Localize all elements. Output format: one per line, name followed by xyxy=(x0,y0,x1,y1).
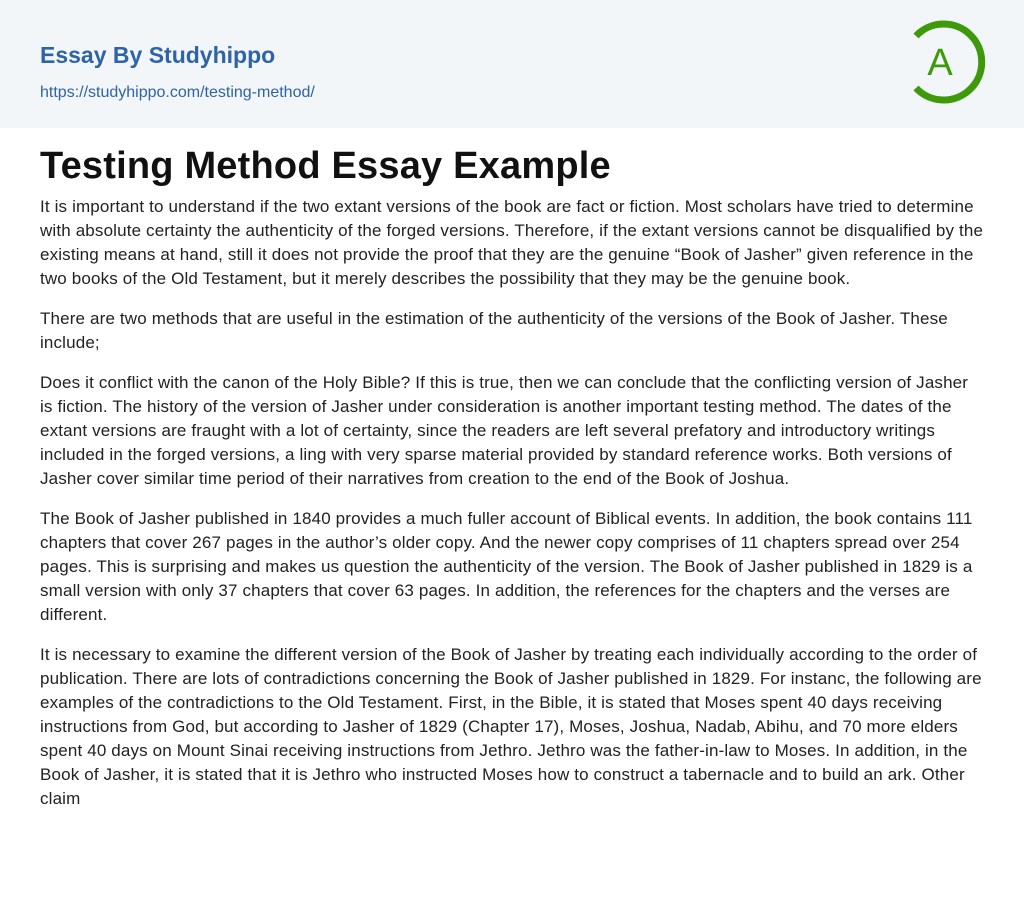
site-title: Essay By Studyhippo xyxy=(40,42,276,68)
essay-paragraph: There are two methods that are useful in the estimation of the authenticity of the versions of the Book of Jasher. These include; xyxy=(40,309,948,352)
essay-paragraph: The Book of Jasher published in 1840 provides a much fuller account of Biblical events. In addition, the book contains 111 chapters that cover 267 pages in the author’s older copy. And the newer copy comprises of 11 chapters spread over 254 pages. This is surprising and makes us question the authenticity of the version. The Book of Jasher published in 1829 is a small version with only 37 chapters that cover 63 pages. In addition, the references for the chapters and the verses are different. xyxy=(40,509,973,624)
essay-paragraph: It is necessary to examine the different version of the Book of Jasher by treating each individually according to the order of publication. There are lots of contradictions concerning the Book of Jasher published in 1829. For instanc, the following are examples of the contradictions to the Old Testament. First, in the Bible, it is stated that Moses spent 40 days receiving instructions from God, but according to Jasher of 1829 (Chapter 17), Moses, Joshua, Nadab, Abihu, and 70 more elders spent 40 days on Mount Sinai receiving instructions from Jethro. Jethro was the father-in-law to Moses. In addition, in the Book of Jasher, it is stated that it is Jethro who instructed Moses how to construct a tabernacle and to build an ark. Other claim xyxy=(40,645,982,808)
studyhippo-logo-icon[interactable] xyxy=(902,18,990,106)
essay-paragraph: Does it conflict with the canon of the Holy Bible? If this is true, then we can conclude that the conflicting version of Jasher is fiction. The history of the version of Jasher under consideration is another important testing method. The dates of the extant versions are fraught with a lot of certainty, since the readers are left several prefatory and introductory writings included in the forged versions, a ling with very sparse material provided by standard reference works. Both versions of Jasher cover similar time period of their narratives from creation to the end of the Book of Joshua. xyxy=(40,373,969,488)
essay-body xyxy=(40,195,985,827)
page-title: Testing Method Essay Example xyxy=(40,145,611,187)
site-header xyxy=(0,0,1024,128)
essay-paragraph: It is important to understand if the two extant versions of the book are fact or fiction. Most scholars have tried to determine with absolute certainty the authenticity of the forged versions. Therefore, if the extant versions cannot be disqualified by the existing means at hand, still it does not provide the proof that they are the genuine “Book of Jasher” given reference in the two books of the Old Testament, but it merely describes the possibility that they may be the genuine book. xyxy=(40,197,984,288)
svg-text:A: A xyxy=(927,42,953,84)
essay-url-link[interactable]: https://studyhippo.com/testing-method/ xyxy=(40,84,315,101)
